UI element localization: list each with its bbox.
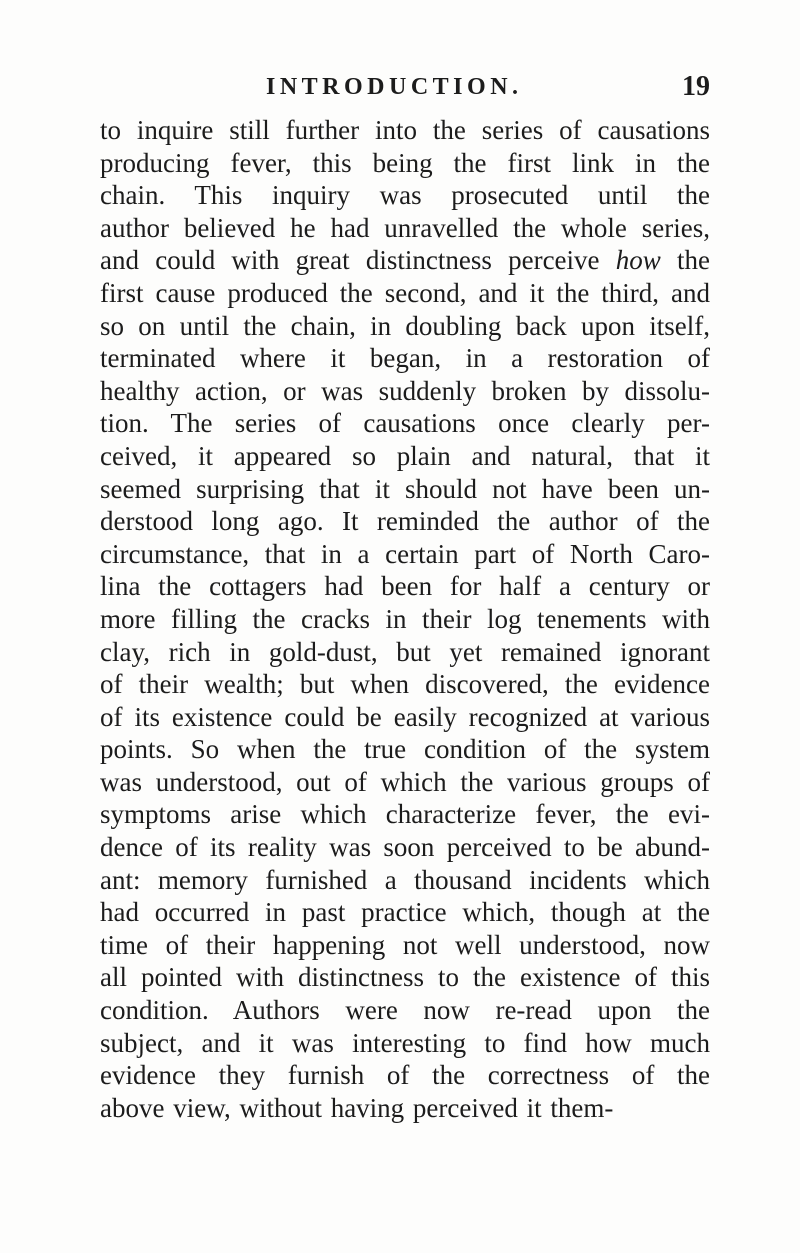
text-line: time of their happening not well understood, now: [100, 929, 710, 960]
text-line: healthy action, or was suddenly broken by dissolu-: [100, 375, 710, 406]
text-line: ceived, it appeared so plain and natural, that it: [100, 440, 710, 471]
emphasized-word: how: [615, 245, 661, 276]
text-line: all pointed with distinctness to the existence of this: [100, 962, 710, 993]
text-line: first cause produced the second, and it the third, and: [100, 277, 710, 308]
body-text: [100, 114, 710, 1124]
text-line: circumstance, that in a certain part of North Caro-: [100, 538, 710, 569]
text-line: points. So when the true condition of the system: [100, 734, 710, 765]
text-line: producing fever, this being the first link in the: [100, 147, 710, 178]
page-number: 19: [682, 71, 710, 102]
text-line: derstood long ago. It reminded the author of the: [100, 506, 710, 537]
text-line: terminated where it began, in a restoration of: [100, 343, 710, 374]
text-line: evidence they furnish of the correctness of the: [100, 1060, 710, 1091]
text-line: to inquire still further into the series of causations: [100, 115, 710, 145]
text-line-end: the: [677, 245, 710, 276]
text-line-with-emphasis: [100, 244, 710, 277]
running-title: INTRODUCTION.: [266, 74, 523, 100]
text-line: more filling the cracks in their log tenements with: [100, 603, 710, 634]
text-line: was understood, out of which the various groups of: [100, 766, 710, 797]
text-line: clay, rich in gold-dust, but yet remained ignorant: [100, 636, 710, 667]
text-line: author believed he had unravelled the whole series,: [100, 212, 710, 243]
text-line: dence of its reality was soon perceived to be abund-: [100, 832, 710, 863]
text-line: tion. The series of causations once clearly per-: [100, 408, 710, 439]
text-line: above view, without having perceived it them-: [100, 1092, 614, 1123]
text-line: seemed surprising that it should not have been un-: [100, 473, 710, 504]
text-line: lina the cottagers had been for half a century or: [100, 571, 710, 602]
text-line: ant: memory furnished a thousand incidents which: [100, 864, 710, 895]
text-line: of their wealth; but when discovered, the evidence: [100, 669, 710, 700]
text-line: condition. Authors were now re-read upon the: [100, 995, 710, 1026]
text-line: of its existence could be easily recognized at various: [100, 701, 710, 732]
text-line: symptoms arise which characterize fever, the evi-: [100, 799, 710, 830]
running-head: [266, 72, 716, 112]
text-line: chain. This inquiry was prosecuted until the: [100, 180, 710, 211]
text-line: had occurred in past practice which, though at the: [100, 897, 710, 928]
text-line-start: and could with great distinctness perceive: [100, 245, 600, 276]
text-line: so on until the chain, in doubling back upon itself,: [100, 310, 710, 341]
text-line: subject, and it was interesting to find how much: [100, 1027, 710, 1058]
